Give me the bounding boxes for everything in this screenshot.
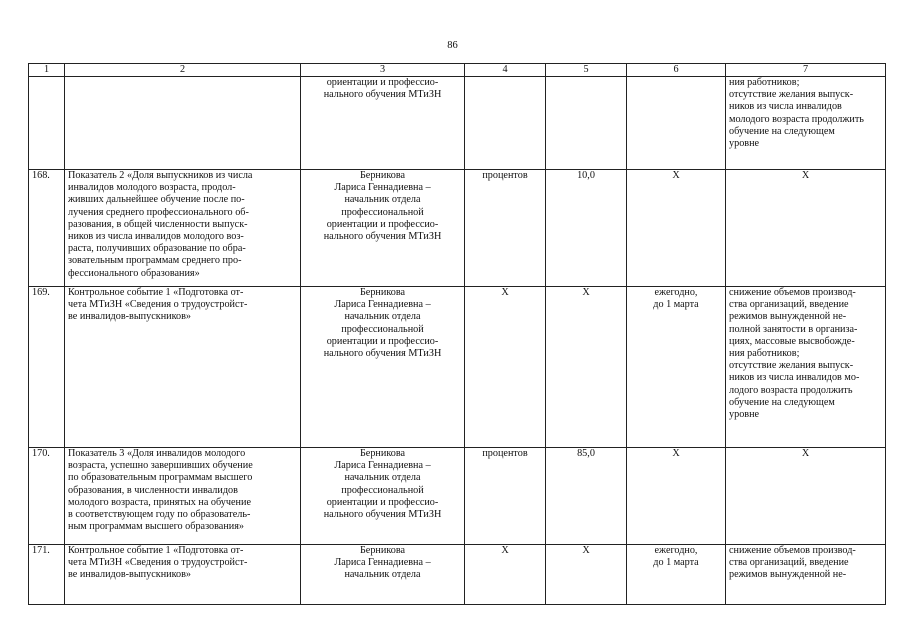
target-value-cell: [546, 170, 627, 287]
responsible-text-line: ориентации и профессио-: [326, 77, 439, 88]
row-number-cell: [29, 170, 65, 287]
responsible-person-cell: [301, 77, 465, 170]
responsible-person-cell: [301, 287, 465, 448]
column-header: 6: [627, 64, 726, 77]
table-row: [29, 77, 886, 170]
deadline-text-line: до 1 марта: [653, 299, 699, 311]
responsible-text-line: Лариса Геннадиевна –: [334, 460, 431, 472]
deadline-cell: [627, 170, 726, 287]
deadline-text-line: Х: [672, 448, 680, 459]
indicator-name-cell: [65, 448, 301, 545]
target-value-cell: [546, 287, 627, 448]
indicator-text-line: возраста, успешно завершивших обучение: [68, 460, 253, 472]
indicator-text-line: разования, в общей численности выпуск-: [68, 218, 248, 230]
indicator-text-line: раста, получивших образование по обра-: [68, 243, 246, 255]
responsible-text-line: Берникова: [359, 545, 406, 556]
indicator-text-line: лучения среднего профессионального об-: [68, 206, 249, 218]
risk-text-line: ния работников;: [729, 77, 800, 88]
responsible-text-line: Лариса Геннадиевна –: [334, 299, 431, 311]
deadline-cell: [627, 448, 726, 545]
indicator-text-line: ным программам высшего образования»: [68, 521, 245, 533]
row-number: 168.: [32, 170, 50, 181]
risk-text-line: циях, массовые высвобожде-: [729, 335, 855, 347]
row-number-cell: [29, 545, 65, 605]
indicator-text-line: образования, в численности инвалидов: [68, 484, 238, 496]
unit-value: Х: [501, 545, 509, 556]
risk-description-cell: [726, 287, 886, 448]
responsible-text-line: нального обучения МТиЗН: [323, 509, 442, 521]
deadline-cell: [627, 77, 726, 170]
unit-cell: [465, 77, 546, 170]
indicator-text-line: чета МТиЗН «Сведения о трудоустройст-: [68, 557, 248, 569]
responsible-text-line: нального обучения МТиЗН: [323, 348, 442, 360]
risk-text-line: снижение объемов производ-: [729, 287, 856, 298]
target-value: 85,0: [577, 448, 595, 459]
deadline-cell: [627, 545, 726, 605]
risk-text-line: снижение объемов производ-: [729, 545, 856, 556]
responsible-text-line: профессиональной: [341, 323, 424, 335]
target-value: Х: [582, 545, 590, 556]
column-header: 1: [29, 64, 65, 77]
target-value-cell: [546, 77, 627, 170]
risk-description-cell: [726, 448, 886, 545]
responsible-person-cell: [301, 170, 465, 287]
risk-text-line: лодого возраста продолжить: [729, 384, 853, 396]
risk-description-cell: [726, 545, 886, 605]
column-header: 5: [546, 64, 627, 77]
risk-text-line: отсутствие желания выпуск-: [729, 89, 854, 101]
indicator-text-line: Показатель 2 «Доля выпускников из числа: [68, 170, 253, 181]
risk-text-line: полной занятости в организа-: [729, 323, 858, 335]
responsible-text-line: Берникова: [359, 170, 406, 181]
responsible-text-line: начальник отдела: [344, 569, 421, 581]
row-number: 169.: [32, 287, 50, 298]
row-number: 171.: [32, 545, 50, 556]
responsible-text-line: начальник отдела: [344, 194, 421, 206]
indicator-text-line: живших дальнейшее обучение после по-: [68, 194, 245, 206]
responsible-text-line: нального обучения МТиЗН: [323, 231, 442, 243]
responsible-text-line: начальник отдела: [344, 472, 421, 484]
indicator-name-cell: [65, 170, 301, 287]
risk-text-line: Х: [801, 448, 810, 459]
responsible-text-line: ориентации и профессио-: [326, 218, 439, 230]
table-row: [29, 170, 886, 287]
table-row: [29, 545, 886, 605]
deadline-text-line: ежегодно,: [654, 287, 698, 298]
risk-text-line: ния работников;: [729, 348, 800, 360]
indicator-text-line: зовательным программам среднего про-: [68, 255, 242, 267]
table-row: [29, 448, 886, 545]
responsible-text-line: профессиональной: [341, 484, 424, 496]
risk-text-line: уровне: [729, 138, 760, 150]
indicator-name-cell: [65, 77, 301, 170]
risk-text-line: ников из числа инвалидов: [729, 101, 842, 113]
responsible-person-cell: [301, 448, 465, 545]
risk-text-line: молодого возраста продолжить: [729, 113, 864, 125]
responsible-text-line: ориентации и профессио-: [326, 496, 439, 508]
risk-text-line: обучение на следующем: [729, 396, 835, 408]
column-header: 3: [301, 64, 465, 77]
risk-text-line: режимов вынужденной не-: [729, 311, 847, 323]
risk-text-line: ства организаций, введение: [729, 299, 849, 311]
indicator-text-line: Контрольное событие 1 «Подготовка от-: [68, 287, 244, 298]
risk-text-line: обучение на следующем: [729, 125, 835, 137]
indicator-text-line: молодого возраста, принятых на обучение: [68, 496, 251, 508]
target-value-cell: [546, 448, 627, 545]
target-value: Х: [582, 287, 590, 298]
target-value: 10,0: [577, 170, 595, 181]
unit-cell: [465, 545, 546, 605]
column-header: 7: [726, 64, 886, 77]
risk-text-line: Х: [801, 170, 810, 181]
column-header-row: [29, 64, 886, 77]
table-row: [29, 287, 886, 448]
responsible-text-line: Берникова: [359, 448, 406, 459]
responsible-person-cell: [301, 545, 465, 605]
risk-text-line: отсутствие желания выпуск-: [729, 360, 854, 372]
deadline-text-line: ежегодно,: [654, 545, 698, 556]
responsible-text-line: Берникова: [359, 287, 406, 298]
risk-text-line: ников из числа инвалидов мо-: [729, 372, 860, 384]
column-header: 4: [465, 64, 546, 77]
responsible-text-line: профессиональной: [341, 206, 424, 218]
risk-description-cell: [726, 170, 886, 287]
unit-value: Х: [501, 287, 509, 298]
responsible-text-line: Лариса Геннадиевна –: [334, 182, 431, 194]
deadline-text-line: до 1 марта: [653, 557, 699, 569]
row-number-cell: [29, 287, 65, 448]
indicator-name-cell: [65, 545, 301, 605]
indicator-text-line: в соответствующем году по образователь-: [68, 509, 251, 521]
row-number-cell: [29, 448, 65, 545]
column-header: 2: [65, 64, 301, 77]
indicator-text-line: ве инвалидов-выпускников»: [68, 569, 192, 581]
indicator-name-cell: [65, 287, 301, 448]
risk-text-line: режимов вынужденной не-: [729, 569, 847, 581]
row-number: 170.: [32, 448, 50, 459]
target-value-cell: [546, 545, 627, 605]
unit-cell: [465, 287, 546, 448]
risk-text-line: ства организаций, введение: [729, 557, 849, 569]
unit-value: процентов: [482, 448, 528, 459]
indicator-text-line: фессионального образования»: [68, 267, 200, 279]
indicator-text-line: ников из числа инвалидов молодого воз-: [68, 231, 244, 243]
indicator-text-line: ве инвалидов-выпускников»: [68, 311, 192, 323]
unit-cell: [465, 170, 546, 287]
deadline-text-line: Х: [672, 170, 680, 181]
indicator-text-line: Контрольное событие 1 «Подготовка от-: [68, 545, 244, 556]
deadline-cell: [627, 287, 726, 448]
responsible-text-line: начальник отдела: [344, 311, 421, 323]
indicator-text-line: Показатель 3 «Доля инвалидов молодого: [68, 448, 246, 459]
responsible-text-line: нального обучения МТиЗН: [323, 89, 442, 101]
indicator-text-line: по образовательным программам высшего: [68, 472, 253, 484]
unit-cell: [465, 448, 546, 545]
indicator-text-line: инвалидов молодого возраста, продол-: [68, 182, 236, 194]
risk-text-line: уровне: [729, 409, 760, 421]
responsible-text-line: ориентации и профессио-: [326, 335, 439, 347]
page-number: 86: [447, 40, 458, 51]
row-number-cell: [29, 77, 65, 170]
indicator-text-line: чета МТиЗН «Сведения о трудоустройст-: [68, 299, 248, 311]
risk-description-cell: [726, 77, 886, 170]
indicators-table: [28, 63, 886, 605]
responsible-text-line: Лариса Геннадиевна –: [334, 557, 431, 569]
unit-value: процентов: [482, 170, 528, 181]
